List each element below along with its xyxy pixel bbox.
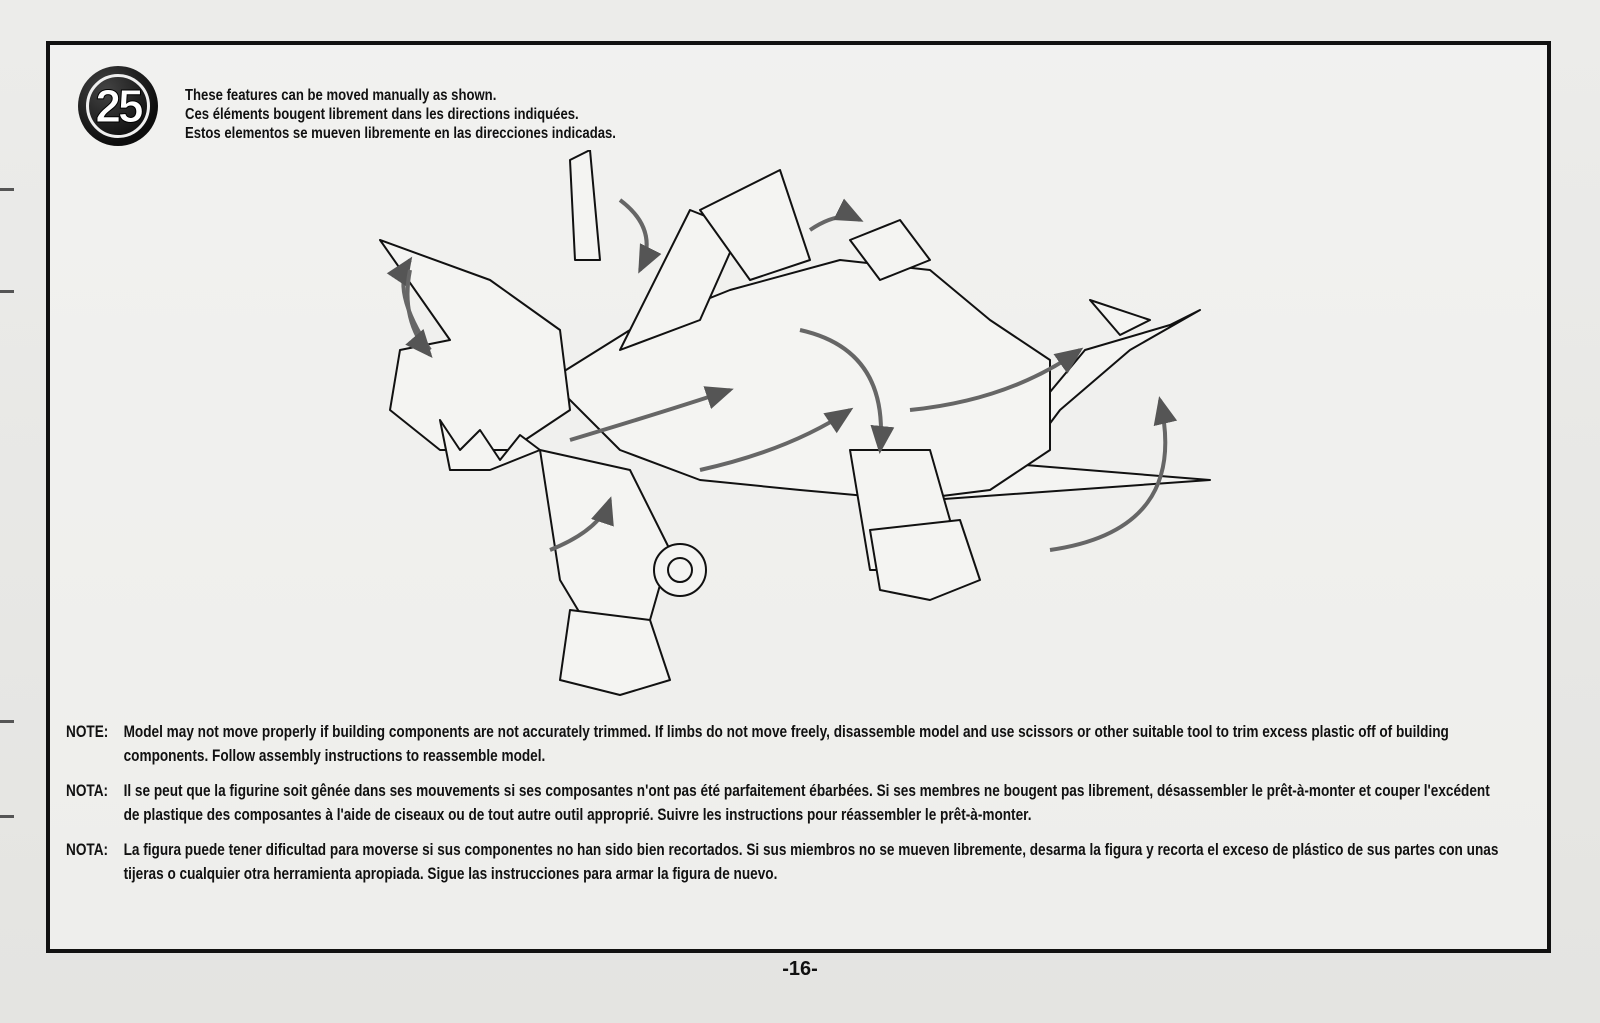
page-number: -16- [782, 958, 818, 980]
intro-french: Ces éléments bougent librement dans les directions indiquées. [185, 106, 579, 123]
binder-mark [0, 815, 14, 818]
note-label: NOTA: [66, 781, 109, 800]
intro-english: These features can be moved manually as shown. [185, 87, 497, 104]
note-french [66, 779, 1506, 827]
intro-text [185, 86, 616, 143]
note-label: NOTE: [66, 722, 109, 741]
note-text: Model may not move properly if building components are not accurately trimmed. If limbs do not move freely, disassemble model and use scissors or other suitable tool to trim excess plastic off of building components. Follow assembly instructions to reassemble model. [123, 722, 1449, 765]
notes [66, 720, 1536, 897]
intro-spanish: Estos elementos se mueven libremente en las direcciones indicadas. [185, 125, 616, 142]
binder-mark [0, 290, 14, 293]
note-text: Il se peut que la figurine soit gênée dans ses mouvements si ses composantes n'ont pas été parfaitement ébarbées. Si ses membres ne bougent pas librement, désassembler le prêt-à-monter et couper l'excédent de plastique des composantes à l'aide de ciseaux ou de tout autre outil approprié. Suivre les instructions pour réassembler le prêt-à-monter. [123, 781, 1490, 824]
step-number: 25 [95, 80, 141, 132]
note-spanish [66, 838, 1506, 886]
binder-mark [0, 188, 14, 191]
binder-mark [0, 720, 14, 723]
note-label: NOTA: [66, 840, 109, 859]
note-text: La figura puede tener dificultad para moverse si sus componentes no han sido bien recortados. Si sus miembros no se mueven libremente, desarma la figura y recorta el exceso de plástico de sus partes con unas tijeras o cualquier otra herramienta apropiada. Sigue las instrucciones para armar la figura de nuevo. [123, 840, 1499, 883]
note-english [66, 720, 1506, 768]
step-badge [78, 66, 158, 146]
zoid-model-illustration [370, 150, 1220, 710]
